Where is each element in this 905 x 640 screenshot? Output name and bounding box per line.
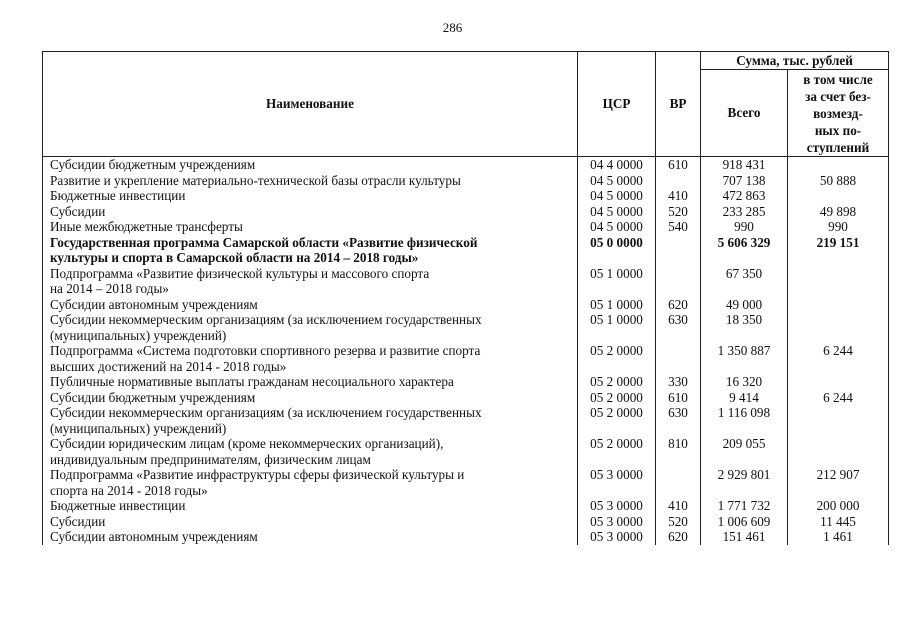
- row-name-line: культуры и спорта в Самарской области на 2014 – 2018 годы»: [50, 250, 419, 265]
- header-csr: ЦСР: [578, 52, 656, 157]
- row-total: 67 350: [701, 266, 788, 297]
- row-name-line: Субсидии некоммерческим организациям (за исключением государственных: [50, 312, 482, 327]
- row-free: 990: [788, 219, 889, 235]
- row-name: [43, 436, 578, 467]
- row-free: 49 898: [788, 204, 889, 220]
- row-total: 151 461: [701, 529, 788, 545]
- row-vr: 610: [656, 390, 701, 406]
- row-free: [788, 405, 889, 436]
- row-free: 200 000: [788, 498, 889, 514]
- header-free-text: в том числе: [803, 71, 873, 87]
- row-csr: 05 2 0000: [578, 405, 656, 436]
- row-csr: 05 1 0000: [578, 297, 656, 313]
- row-name-line: Развитие и укрепление материально-технической базы отрасли культуры: [50, 172, 461, 188]
- row-total: 1 006 609: [701, 514, 788, 530]
- header-total: Всего: [701, 70, 788, 157]
- row-total: 209 055: [701, 436, 788, 467]
- row-csr: 05 3 0000: [578, 514, 656, 530]
- row-csr: 05 2 0000: [578, 343, 656, 374]
- row-total: 233 285: [701, 204, 788, 220]
- row-name: [43, 188, 578, 204]
- table-row: [43, 235, 889, 266]
- page-number: 286: [442, 20, 463, 35]
- row-vr: 630: [656, 405, 701, 436]
- row-name-line: Субсидии автономным учреждениям: [50, 296, 258, 312]
- table-body: [43, 157, 889, 545]
- table-row: [43, 467, 889, 498]
- row-name-line: Субсидии бюджетным учреждениям: [50, 389, 256, 405]
- row-free: [788, 188, 889, 204]
- row-name: [43, 235, 578, 266]
- header-name: Наименование: [43, 52, 578, 157]
- row-vr: 520: [656, 204, 701, 220]
- row-name-line: (муниципальных) учреждений): [50, 420, 227, 436]
- row-vr: 410: [656, 498, 701, 514]
- row-vr: 410: [656, 188, 701, 204]
- row-name: [43, 204, 578, 220]
- row-vr: [656, 467, 701, 498]
- row-csr: 04 5 0000: [578, 219, 656, 235]
- row-name-line: Субсидии: [50, 203, 106, 219]
- row-free: 50 888: [788, 173, 889, 189]
- row-name: [43, 498, 578, 514]
- row-total: 472 863: [701, 188, 788, 204]
- row-free: 212 907: [788, 467, 889, 498]
- table-header: [43, 52, 889, 157]
- row-name-line: Публичные нормативные выплаты гражданам несоциального характера: [50, 374, 454, 389]
- row-csr: 05 2 0000: [578, 390, 656, 406]
- table-row: [43, 436, 889, 467]
- row-free: [788, 374, 889, 390]
- table-row: [43, 204, 889, 220]
- row-csr: 05 3 0000: [578, 467, 656, 498]
- row-csr: 05 1 0000: [578, 312, 656, 343]
- table-row: [43, 405, 889, 436]
- row-name-line: на 2014 – 2018 годы»: [50, 281, 169, 296]
- row-name: [43, 467, 578, 498]
- header-free-text: за счет без-: [805, 88, 871, 104]
- row-name: [43, 374, 578, 390]
- header-sum: Сумма, тыс. рублей: [701, 52, 889, 70]
- row-total: 49 000: [701, 297, 788, 313]
- table-row: [43, 390, 889, 406]
- row-name: [43, 343, 578, 374]
- row-name: [43, 297, 578, 313]
- row-csr: 05 3 0000: [578, 529, 656, 545]
- row-name-line: Подпрограмма «Развитие физической культуры и массового спорта: [50, 265, 430, 281]
- row-csr: 04 4 0000: [578, 157, 656, 173]
- row-name-line: Подпрограмма «Система подготовки спортивного резерва и развитие спорта: [50, 343, 481, 358]
- row-free: [788, 297, 889, 313]
- row-free: [788, 436, 889, 467]
- row-csr: 05 1 0000: [578, 266, 656, 297]
- row-vr: 610: [656, 157, 701, 173]
- table-row: [43, 219, 889, 235]
- row-name: [43, 266, 578, 297]
- row-name-line: Бюджетные инвестиции: [50, 498, 186, 513]
- row-name-line: Субсидии некоммерческим организациям (за исключением государственных: [50, 405, 482, 420]
- row-total: 918 431: [701, 157, 788, 173]
- row-free: [788, 266, 889, 297]
- row-name-line: Подпрограмма «Развитие инфраструктуры сферы физической культуры и: [50, 467, 465, 482]
- row-name-line: Бюджетные инвестиции: [50, 188, 186, 203]
- row-name-line: Иные межбюджетные трансферты: [50, 219, 243, 234]
- row-vr: 540: [656, 219, 701, 235]
- row-csr: 04 5 0000: [578, 173, 656, 189]
- row-total: 990: [701, 219, 788, 235]
- table-row: [43, 188, 889, 204]
- row-free: 6 244: [788, 343, 889, 374]
- row-total: 2 929 801: [701, 467, 788, 498]
- row-total: 9 414: [701, 390, 788, 406]
- row-name: [43, 529, 578, 545]
- row-name-line: Государственная программа Самарской области «Развитие физической: [50, 234, 478, 250]
- row-vr: 630: [656, 312, 701, 343]
- row-vr: 620: [656, 297, 701, 313]
- row-name-line: Субсидии бюджетным учреждениям: [50, 157, 256, 172]
- row-free: 219 151: [788, 235, 889, 266]
- row-name: [43, 173, 578, 189]
- row-vr: [656, 266, 701, 297]
- row-total: 18 350: [701, 312, 788, 343]
- row-vr: [656, 343, 701, 374]
- table-row: [43, 173, 889, 189]
- row-total: 16 320: [701, 374, 788, 390]
- row-total: 1 350 887: [701, 343, 788, 374]
- row-csr: 04 5 0000: [578, 188, 656, 204]
- table-row: [43, 374, 889, 390]
- row-name: [43, 157, 578, 173]
- row-name-line: (муниципальных) учреждений): [50, 327, 227, 343]
- row-vr: 330: [656, 374, 701, 390]
- row-vr: 810: [656, 436, 701, 467]
- table-row: [43, 157, 889, 173]
- row-free: 1 461: [788, 529, 889, 545]
- row-csr: 05 3 0000: [578, 498, 656, 514]
- table-row: [43, 312, 889, 343]
- row-csr: 05 2 0000: [578, 374, 656, 390]
- header-free: [788, 70, 889, 157]
- row-csr: 04 5 0000: [578, 204, 656, 220]
- table-row: [43, 297, 889, 313]
- row-total: 1 116 098: [701, 405, 788, 436]
- row-name-line: высших достижений на 2014 - 2018 годы»: [50, 358, 287, 374]
- row-name: [43, 312, 578, 343]
- row-vr: 620: [656, 529, 701, 545]
- row-name-line: Субсидии юридическим лицам (кроме некоммерческих организаций),: [50, 436, 444, 451]
- row-name-line: Субсидии автономным учреждениям: [50, 529, 258, 544]
- header-free-text: ступлений: [806, 139, 870, 155]
- row-name: [43, 514, 578, 530]
- row-free: [788, 157, 889, 173]
- table-row: [43, 266, 889, 297]
- row-free: [788, 312, 889, 343]
- table-row: [43, 498, 889, 514]
- row-vr: 520: [656, 514, 701, 530]
- header-free-text: ных по-: [814, 122, 862, 138]
- row-total: 1 771 732: [701, 498, 788, 514]
- row-csr: 05 0 0000: [578, 235, 656, 266]
- table-row: [43, 343, 889, 374]
- row-name-line: спорта на 2014 - 2018 годы»: [50, 482, 208, 498]
- row-total: 5 606 329: [701, 235, 788, 266]
- row-name: [43, 219, 578, 235]
- table-row: [43, 514, 889, 530]
- row-name-line: Субсидии: [50, 513, 106, 529]
- table-row: [43, 529, 889, 545]
- row-name: [43, 405, 578, 436]
- row-vr: [656, 173, 701, 189]
- row-vr: [656, 235, 701, 266]
- row-csr: 05 2 0000: [578, 436, 656, 467]
- row-free: 6 244: [788, 390, 889, 406]
- row-name-line: индивидуальным предпринимателям, физическим лицам: [50, 451, 371, 467]
- budget-table: [42, 51, 889, 545]
- header-vr: ВР: [656, 52, 701, 157]
- row-name: [43, 390, 578, 406]
- header-free-text: возмезд-: [813, 105, 863, 121]
- row-free: 11 445: [788, 514, 889, 530]
- row-total: 707 138: [701, 173, 788, 189]
